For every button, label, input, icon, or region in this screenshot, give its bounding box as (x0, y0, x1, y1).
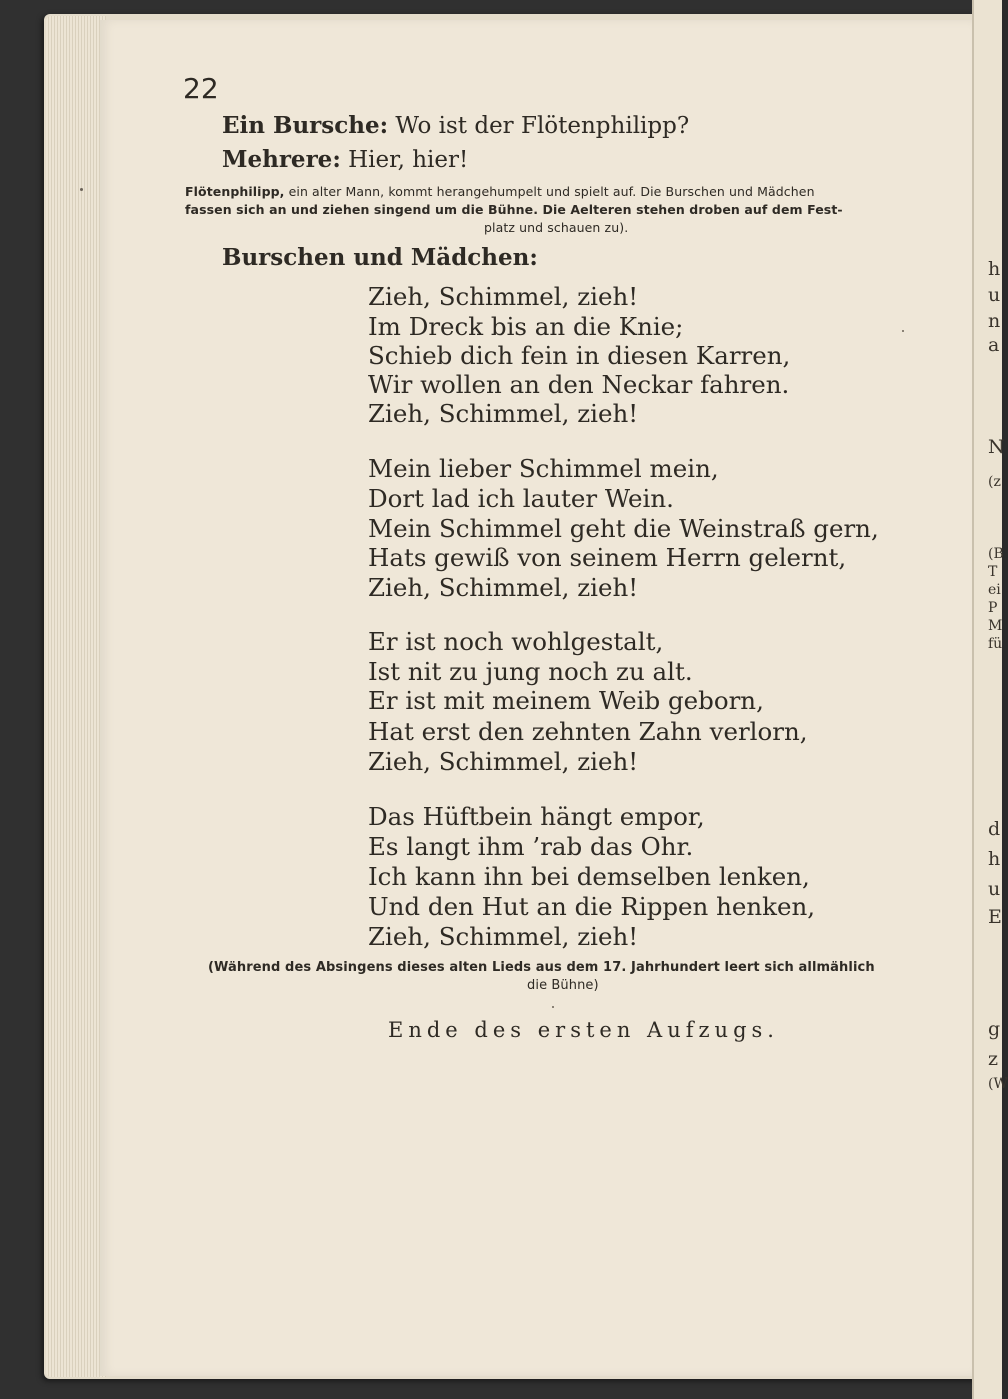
verse-line: Hat erst den zehnten Zahn verlorn, (368, 717, 808, 746)
next-page-edge (972, 0, 1008, 1399)
verse-line: Er ist mit meinem Weib geborn, (368, 686, 764, 715)
verse-line: Das Hüftbein hängt empor, (368, 802, 705, 831)
next-page-fragment: fü (988, 636, 1003, 652)
dialog-line (222, 146, 468, 173)
stage-direction-line: (Während des Absingens dieses alten Lieds aus dem 17. Jahrhundert leert sich allmählich (208, 960, 875, 975)
dialog-text: Hier, hier! (340, 147, 469, 173)
next-page-fragment: P (988, 600, 998, 616)
dialog-line (222, 112, 689, 139)
verse-line: Dort lad ich lauter Wein. (368, 484, 674, 513)
stage-character: Flötenphilipp, (185, 184, 285, 199)
next-page-fragment: h (988, 848, 1001, 870)
next-page-fragment: u (988, 284, 1001, 306)
next-page-fragment: g (988, 1018, 1001, 1040)
verse-line: Zieh, Schimmel, zieh! (368, 573, 639, 602)
verse-line: Und den Hut an die Rippen henken, (368, 892, 816, 921)
verse-line: Zieh, Schimmel, zieh! (368, 399, 639, 428)
song-heading: Burschen und Mädchen: (222, 244, 538, 271)
next-page-fragment: z (988, 1048, 999, 1070)
verse-line: Er ist noch wohlgestalt, (368, 627, 664, 656)
next-page-fragment: T (988, 564, 998, 580)
next-page-fragment: h (988, 258, 1001, 280)
page-number: 22 (183, 72, 219, 105)
verse-line: Schieb dich fein in diesen Karren, (368, 341, 791, 370)
verse-line: Mein lieber Schimmel mein, (368, 454, 719, 483)
verse-line: Ich kann ihn bei demselben lenken, (368, 862, 810, 891)
next-page-fragment: (W (988, 1076, 1008, 1092)
stage-text: ein alter Mann, kommt herangehumpelt und spielt auf. Die Burschen und Mädchen (284, 184, 815, 199)
next-page-fragment: d (988, 818, 1001, 840)
next-page-fragment: (B (988, 546, 1004, 562)
speaker-name: Mehrere: (222, 146, 341, 173)
dialog-text: Wo ist der Flötenphilipp? (388, 113, 690, 139)
paper-speck (80, 188, 83, 191)
next-page-fragment: ei (988, 582, 1001, 598)
next-page-fragment: N (988, 436, 1005, 458)
paper-speck (552, 1006, 554, 1008)
stage-direction-line (185, 184, 815, 199)
verse-line: Zieh, Schimmel, zieh! (368, 922, 639, 951)
stage-direction-line: platz und schauen zu). (484, 220, 629, 235)
verse-line: Es langt ihm ’rab das Ohr. (368, 832, 694, 861)
end-of-act: Ende des ersten Aufzugs. (388, 1018, 779, 1042)
verse-line: Mein Schimmel geht die Weinstraß gern, (368, 514, 879, 543)
verse-line: Wir wollen an den Neckar fahren. (368, 370, 790, 399)
next-page-fragment: n (988, 310, 1001, 332)
next-page-fragment: a (988, 334, 1000, 356)
verse-line: Zieh, Schimmel, zieh! (368, 282, 639, 311)
verse-line: Hats gewiß von seinem Herrn gelernt, (368, 543, 847, 572)
next-page-fragment: E (988, 906, 1002, 928)
stage-direction-line: die Bühne) (527, 978, 599, 993)
verse-line: Ist nit zu jung noch zu alt. (368, 657, 693, 686)
speaker-name: Ein Bursche: (222, 112, 389, 139)
next-page-fragment: M (988, 618, 1003, 634)
stage-direction-line: fassen sich an und ziehen singend um die Bühne. Die Aelteren stehen droben auf dem Fest- (185, 202, 843, 217)
page-edges (46, 16, 106, 1377)
paper-speck (902, 330, 904, 332)
next-page-fragment: (z (988, 474, 1001, 490)
verse-line: Im Dreck bis an die Knie; (368, 312, 684, 341)
verse-line: Zieh, Schimmel, zieh! (368, 747, 639, 776)
next-page-fragment: u (988, 878, 1001, 900)
